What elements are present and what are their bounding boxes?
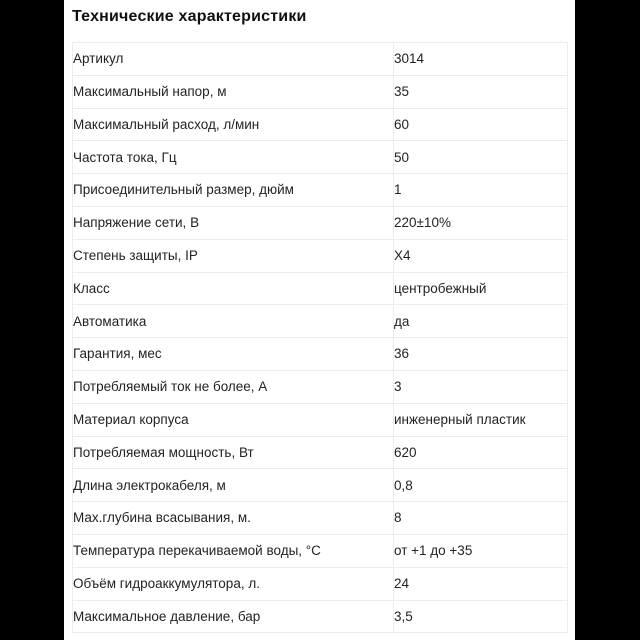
spec-value: инженерный пластик	[394, 403, 568, 436]
spec-value: центробежный	[394, 272, 568, 305]
spec-label: Максимальный напор, м	[73, 75, 394, 108]
specs-panel	[64, 0, 575, 640]
spec-label: Температура перекачиваемой воды, °С	[73, 534, 394, 567]
table-row	[73, 502, 568, 535]
spec-value: 0,8	[394, 469, 568, 502]
table-row	[73, 338, 568, 371]
spec-value: 36	[394, 338, 568, 371]
specs-table	[72, 42, 568, 633]
spec-label: Материал корпуса	[73, 403, 394, 436]
spec-label: Потребляемая мощность, Вт	[73, 436, 394, 469]
spec-value: 220±10%	[394, 206, 568, 239]
table-row	[73, 174, 568, 207]
table-row	[73, 108, 568, 141]
spec-value: 8	[394, 502, 568, 535]
table-row	[73, 141, 568, 174]
spec-value: 3014	[394, 43, 568, 76]
spec-value: 35	[394, 75, 568, 108]
table-row	[73, 43, 568, 76]
table-row	[73, 436, 568, 469]
letterbox-left	[0, 0, 64, 640]
spec-label: Напряжение сети, В	[73, 206, 394, 239]
spec-value: да	[394, 305, 568, 338]
table-row	[73, 567, 568, 600]
spec-label: Степень защиты, IP	[73, 239, 394, 272]
table-row	[73, 239, 568, 272]
spec-label: Длина электрокабеля, м	[73, 469, 394, 502]
spec-value: X4	[394, 239, 568, 272]
table-row	[73, 305, 568, 338]
spec-value: 1	[394, 174, 568, 207]
spec-value: 3,5	[394, 600, 568, 633]
spec-label: Максимальное давление, бар	[73, 600, 394, 633]
spec-label: Максимальный расход, л/мин	[73, 108, 394, 141]
table-row	[73, 272, 568, 305]
spec-value: от +1 до +35	[394, 534, 568, 567]
spec-label: Артикул	[73, 43, 394, 76]
table-row	[73, 75, 568, 108]
spec-value: 60	[394, 108, 568, 141]
spec-value: 620	[394, 436, 568, 469]
spec-label: Присоединительный размер, дюйм	[73, 174, 394, 207]
table-row	[73, 600, 568, 633]
spec-label: Класс	[73, 272, 394, 305]
spec-value: 50	[394, 141, 568, 174]
spec-label: Мах.глубина всасывания, м.	[73, 502, 394, 535]
table-row	[73, 370, 568, 403]
letterbox-right	[575, 0, 640, 640]
table-row	[73, 206, 568, 239]
table-row	[73, 534, 568, 567]
spec-label: Потребляемый ток не более, А	[73, 370, 394, 403]
spec-value: 24	[394, 567, 568, 600]
section-title: Технические характеристики	[72, 8, 307, 25]
spec-value: 3	[394, 370, 568, 403]
spec-label: Гарантия, мес	[73, 338, 394, 371]
spec-label: Объём гидроаккумулятора, л.	[73, 567, 394, 600]
table-row	[73, 403, 568, 436]
spec-label: Автоматика	[73, 305, 394, 338]
table-row	[73, 469, 568, 502]
spec-label: Частота тока, Гц	[73, 141, 394, 174]
